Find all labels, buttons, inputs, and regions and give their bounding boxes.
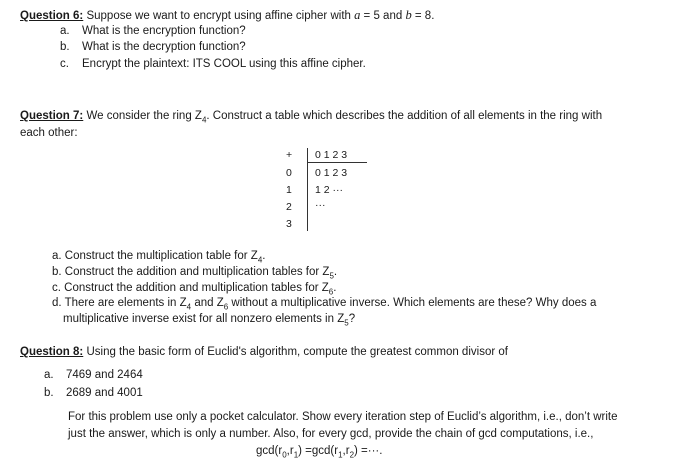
question-7-item-d bbox=[52, 296, 688, 311]
gcd-chain-formula bbox=[256, 444, 382, 459]
question-6-item-a bbox=[60, 24, 246, 39]
table-row-2: ··· bbox=[315, 199, 326, 211]
addition-table bbox=[280, 148, 400, 233]
list-marker: c. bbox=[60, 58, 69, 70]
question-7-text-pre: We consider the ring Z bbox=[83, 110, 202, 122]
item-text-post: . bbox=[262, 250, 266, 262]
formula-part: ,r bbox=[342, 445, 350, 457]
item-text-pre: b. Construct the addition and multiplication tables for Z bbox=[52, 266, 330, 278]
question-8-item-a bbox=[44, 368, 143, 383]
variable-b: b bbox=[405, 8, 412, 22]
item-text-post: . bbox=[333, 282, 337, 294]
question-7 bbox=[20, 109, 685, 124]
ring-subscript: 4 bbox=[186, 302, 192, 312]
question-8-item-b bbox=[44, 386, 143, 401]
question-7-heading: Question 7: bbox=[20, 110, 84, 122]
question-8-note-line1: For this problem use only a pocket calculator. Show every iteration step of Euclid’s algorithm, i.e., don’t write bbox=[68, 411, 618, 423]
list-marker: a. bbox=[60, 25, 70, 37]
table-row-label: 0 bbox=[286, 167, 292, 179]
formula-part: ) =gcd(r bbox=[298, 445, 339, 457]
list-marker: b. bbox=[60, 41, 70, 53]
item-text-pre: a. Construct the multiplication table for Z bbox=[52, 250, 258, 262]
item-text-post: without a multiplicative inverse. Which elements are these? Why does a bbox=[228, 297, 597, 309]
formula-subscript: 1 bbox=[293, 450, 299, 460]
question-7-text-post: . Construct a table which describes the addition of all elements in the ring with bbox=[206, 110, 603, 122]
question-7-item-a bbox=[52, 249, 265, 264]
question-8 bbox=[20, 345, 685, 360]
question-8-note-line2: just the answer, which is only a number. Also, for every gcd, provide the chain of gcd computations, i.e., bbox=[68, 428, 594, 440]
list-item-text: Encrypt the plaintext: ITS COOL using this affine cipher. bbox=[82, 58, 366, 70]
item-text-pre: multiplicative inverse exist for all nonzero elements in Z bbox=[63, 313, 345, 325]
item-text-pre: c. Construct the addition and multiplication tables for Z bbox=[52, 282, 329, 294]
formula-subscript: 1 bbox=[338, 450, 343, 460]
item-text-mid: and Z bbox=[191, 297, 224, 309]
table-vertical-rule bbox=[307, 148, 308, 231]
question-6 bbox=[20, 8, 685, 24]
table-row-0: 0 1 2 3 bbox=[315, 167, 348, 179]
list-item-text: 2689 and 4001 bbox=[66, 387, 143, 399]
table-row-1: 1 2 ··· bbox=[315, 184, 344, 196]
question-6-item-c bbox=[60, 57, 366, 72]
table-row-label: 2 bbox=[286, 201, 292, 213]
question-6-item-b bbox=[60, 40, 246, 55]
list-marker: a. bbox=[44, 369, 54, 381]
ring-subscript: 4 bbox=[257, 255, 263, 265]
question-7-line2: each other: bbox=[20, 127, 78, 139]
table-row-label: 3 bbox=[286, 218, 292, 230]
formula-subscript: 0 bbox=[282, 450, 287, 460]
ring-subscript: 4 bbox=[201, 115, 207, 125]
list-item-text: What is the decryption function? bbox=[82, 41, 246, 53]
formula-part: ) =···. bbox=[354, 445, 383, 457]
question-8-text: Using the basic form of Euclid's algorithm, compute the greatest common divisor of bbox=[83, 346, 508, 358]
formula-part: ,r bbox=[286, 445, 294, 457]
question-7-item-c bbox=[52, 281, 336, 296]
item-text-pre: d. There are elements in Z bbox=[52, 297, 187, 309]
question-7-item-d-line2 bbox=[63, 312, 355, 327]
question-6-eq-b: = 8. bbox=[411, 10, 435, 22]
ring-subscript: 5 bbox=[329, 271, 334, 281]
list-item-text: 7469 and 2464 bbox=[66, 369, 143, 381]
item-text-post: . bbox=[333, 266, 338, 278]
list-marker: b. bbox=[44, 387, 54, 399]
table-operator: + bbox=[286, 149, 293, 161]
variable-a: a bbox=[354, 8, 361, 22]
ring-subscript: 6 bbox=[223, 302, 229, 312]
question-6-heading: Question 6: bbox=[20, 10, 84, 22]
question-6-text-pre: Suppose we want to encrypt using affine cipher with bbox=[83, 10, 355, 22]
formula-subscript: 2 bbox=[349, 450, 355, 460]
question-7-item-b bbox=[52, 265, 337, 280]
table-header-row: 0 1 2 3 bbox=[315, 149, 348, 161]
question-8-heading: Question 8: bbox=[20, 346, 84, 358]
ring-subscript: 6 bbox=[328, 287, 334, 297]
table-row-label: 1 bbox=[286, 184, 292, 196]
ring-subscript: 5 bbox=[344, 318, 349, 328]
list-item-text: What is the encryption function? bbox=[82, 25, 246, 37]
formula-part: gcd(r bbox=[256, 445, 283, 457]
question-6-eq-a: = 5 and bbox=[360, 10, 406, 22]
item-text-post: ? bbox=[348, 313, 356, 325]
